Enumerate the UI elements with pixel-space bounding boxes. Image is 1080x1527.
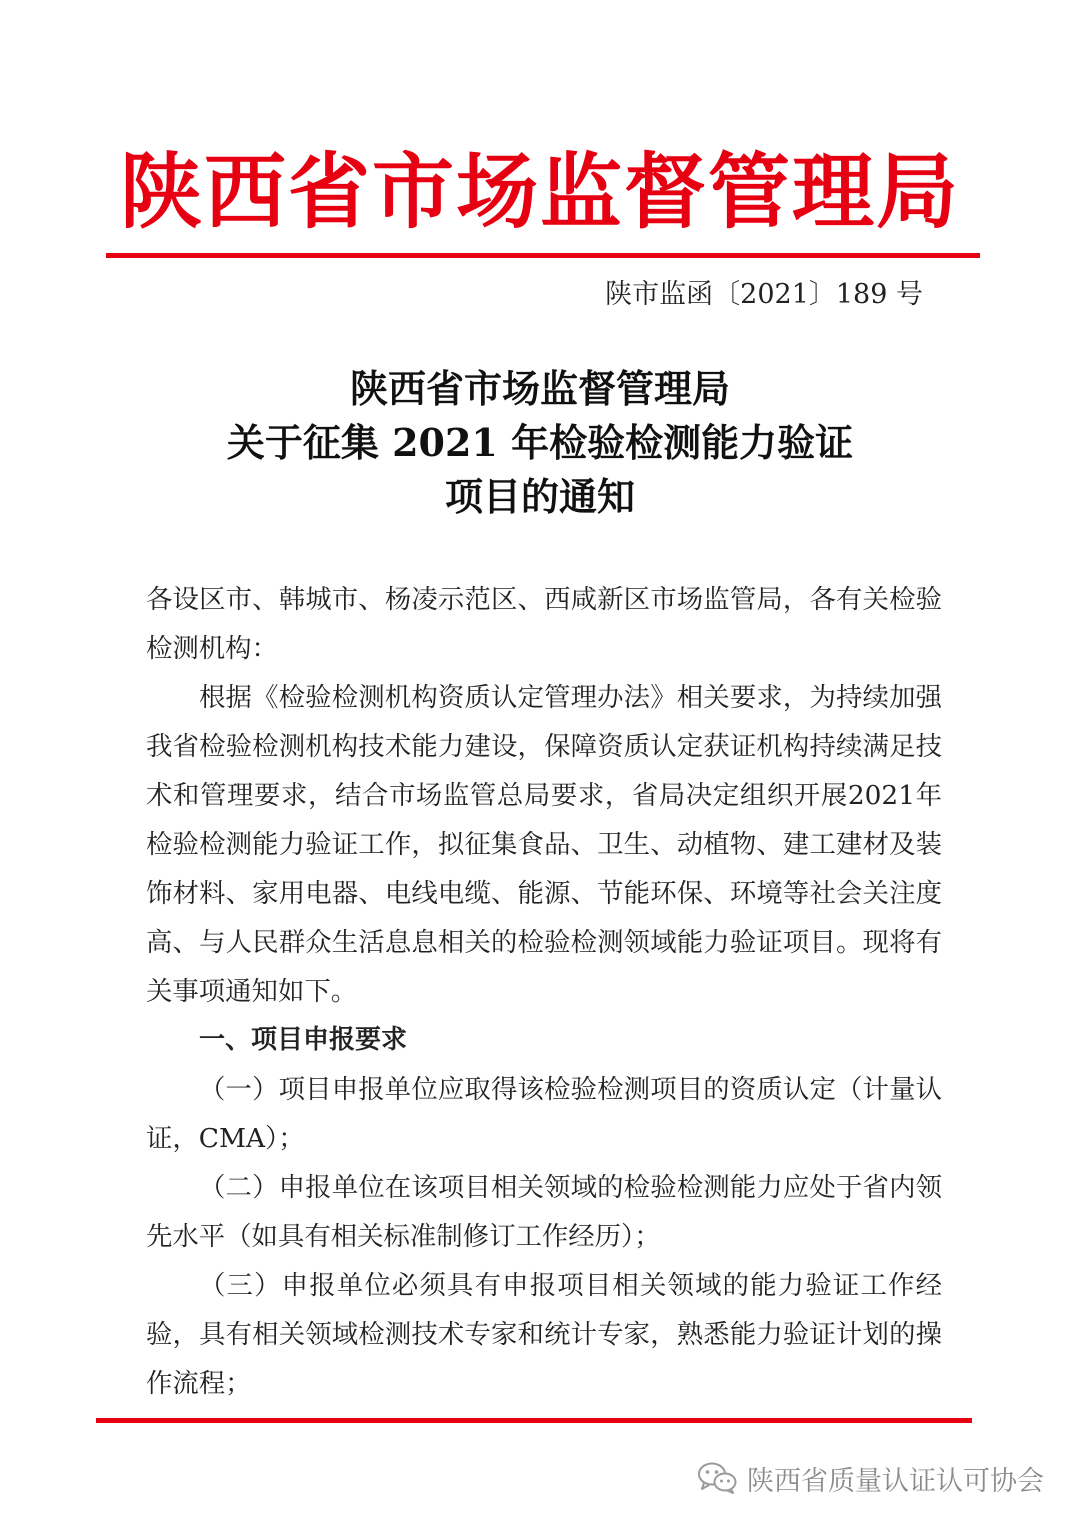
section-heading-1: 一、项目申报要求 xyxy=(199,1025,408,1055)
document-title-line-1: 陕西省市场监督管理局 xyxy=(349,366,730,411)
wechat-icon xyxy=(697,1461,737,1495)
wechat-watermark xyxy=(697,1456,1044,1500)
document-title-line-3: 项目的通知 xyxy=(444,474,635,519)
watermark-text: 陕西省质量认证认可协会 xyxy=(747,1465,1044,1497)
footer-red-rule xyxy=(96,1418,972,1423)
document-body xyxy=(146,575,942,1408)
addressee-paragraph: 各设区市、韩城市、杨凌示范区、西咸新区市场监管局，各有关检验检测机构： xyxy=(146,584,942,664)
document-number: 陕市监函〔2021〕189 号 xyxy=(605,279,923,310)
letterhead-red-rule xyxy=(106,253,980,258)
document-title xyxy=(0,362,1080,524)
document-title-line-2: 关于征集 2021 年检验检测能力验证 xyxy=(226,420,854,465)
letterhead-title: 陕西省市场监督管理局 xyxy=(119,144,960,240)
requirement-item-1: （一）项目申报单位应取得该检验检测项目的资质认定（计量认证，CMA）； xyxy=(146,1074,942,1154)
intro-paragraph: 根据《检验检测机构资质认定管理办法》相关要求，为持续加强我省检验检测机构技术能力建设，保障资质认定获证机构持续满足技术和管理要求，结合市场监管总局要求，省局决定组织开展2021年检验检测能力验证工作，拟征集食品、卫生、动植物、建工建材及装饰材料、家用电器、电线电缆、能源、节能环保、环境等社会关注度高、与人民群众生活息息相关的检验检测领域能力验证项目。现将有关事项通知如下。 xyxy=(146,682,942,1007)
requirement-item-3: （三）申报单位必须具有申报项目相关领域的能力验证工作经验，具有相关领域检测技术专家和统计专家，熟悉能力验证计划的操作流程； xyxy=(146,1270,942,1399)
requirement-item-2: （二）申报单位在该项目相关领域的检验检测能力应处于省内领先水平（如具有相关标准制修订工作经历）； xyxy=(146,1172,942,1252)
